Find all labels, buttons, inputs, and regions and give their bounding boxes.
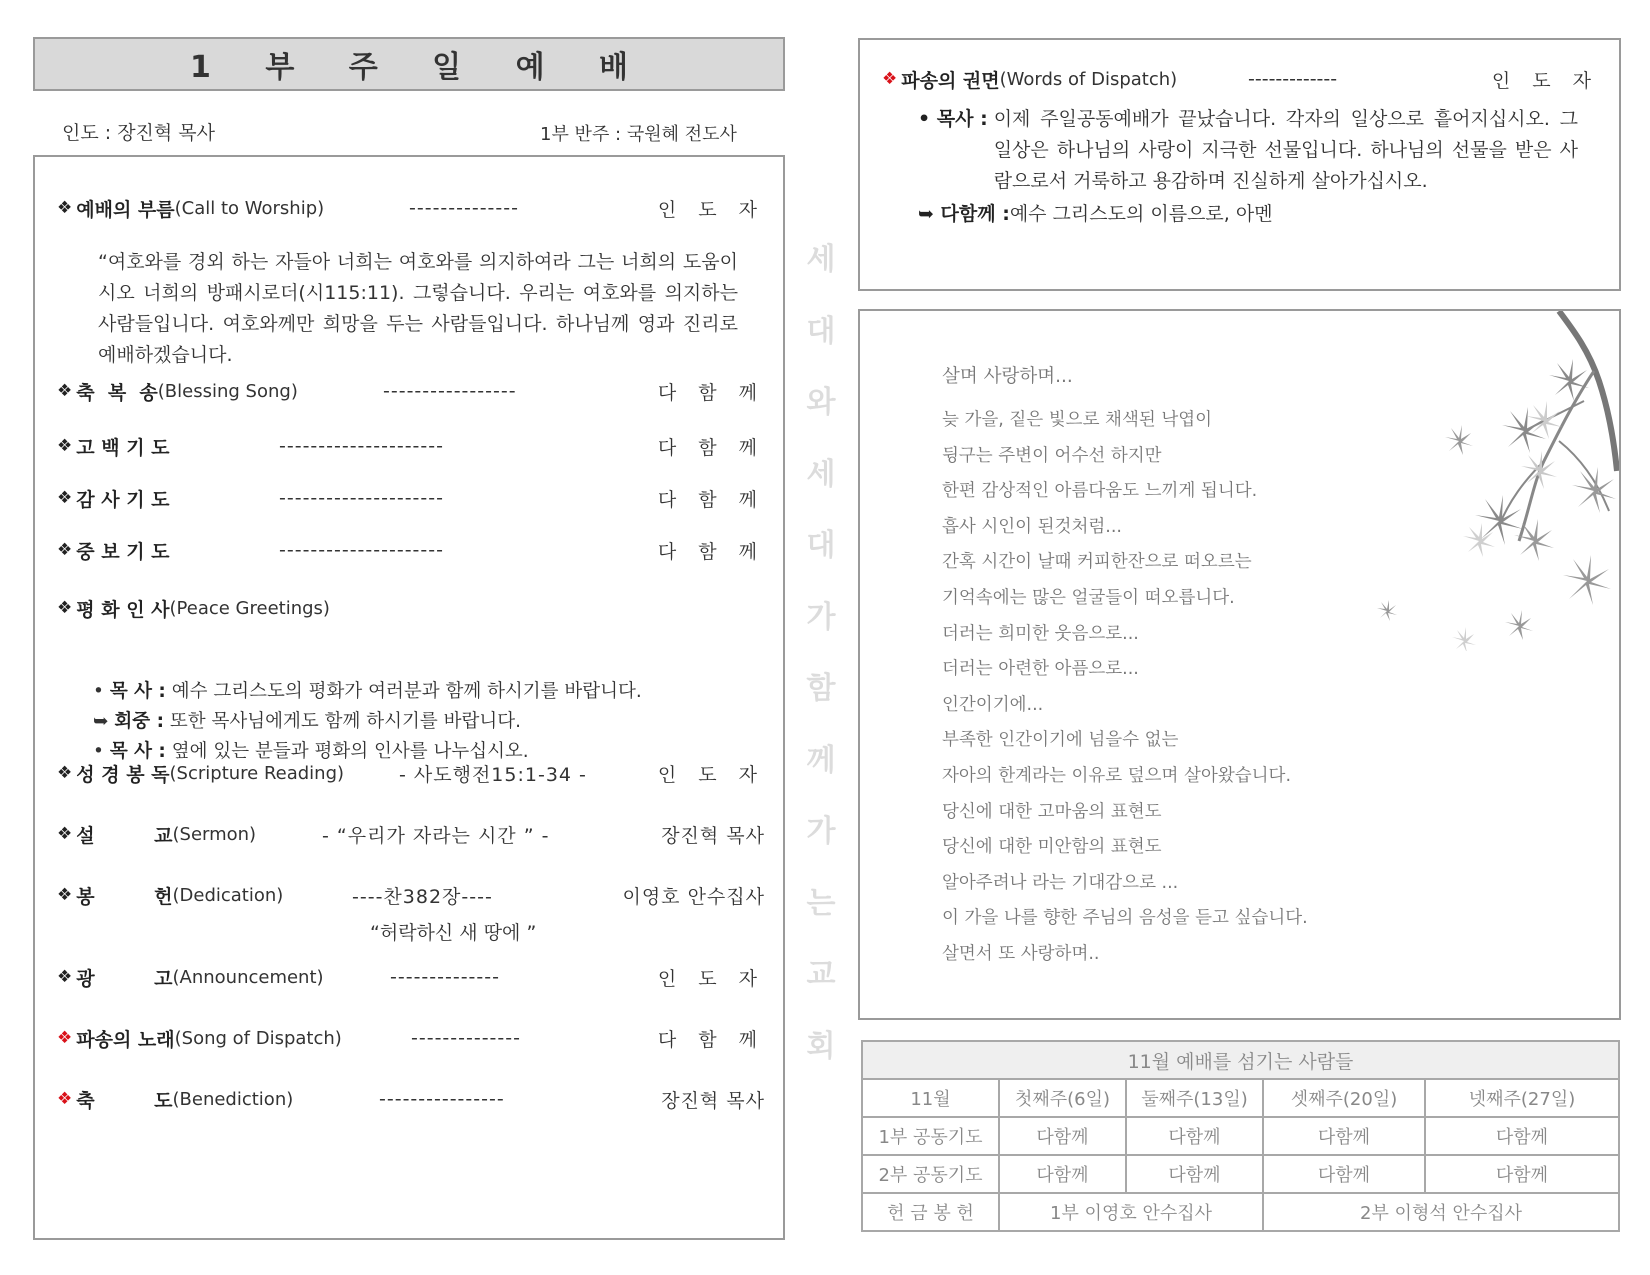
order-item-song-of-dispatch bbox=[57, 1023, 765, 1053]
item-name-ko: 중 보 기 도 bbox=[76, 540, 170, 563]
item-name-en: (Scripture Reading) bbox=[169, 762, 345, 784]
table-row bbox=[862, 1117, 1619, 1155]
table-cell: 다함께 bbox=[1263, 1155, 1425, 1193]
service-title: 1 부 주 일 예 배 bbox=[190, 50, 650, 85]
item-name-en: (Blessing Song) bbox=[157, 380, 298, 402]
column-header: 둘째주(13일) bbox=[1126, 1079, 1263, 1117]
diamond-bullet-icon: ❖ bbox=[57, 198, 73, 218]
poem-line: 한편 감상적인 아름다움도 느끼게 됩니다. bbox=[942, 481, 1258, 502]
poem-line: 당신에 대한 미안함의 표현도 bbox=[942, 837, 1162, 858]
diamond-bullet-icon: ❖ bbox=[57, 763, 73, 783]
bullet-icon: • bbox=[93, 741, 104, 762]
item-name-ko: 봉 헌 bbox=[76, 885, 173, 908]
poem-line: 부족한 인간이기에 넘을수 없는 bbox=[942, 730, 1179, 751]
speaker-label: • 목사 : bbox=[918, 108, 988, 130]
greeting-speaker: 회중 : bbox=[114, 711, 164, 732]
item-name-ko: 파송의 권면 bbox=[901, 69, 1000, 92]
item-name-en: (Song of Dispatch) bbox=[174, 1027, 342, 1049]
table-cell: 2부 이형석 안수집사 bbox=[1263, 1193, 1619, 1231]
item-name-en: (Peace Greetings) bbox=[169, 597, 330, 619]
greeting-line bbox=[93, 707, 642, 737]
item-separator: -------------- bbox=[411, 1027, 521, 1049]
greeting-text: 또한 목사님에게도 함께 하시기를 바랍니다. bbox=[164, 711, 521, 732]
diamond-bullet-icon: ❖ bbox=[57, 436, 73, 456]
greeting-text: 예수 그리스도의 평화가 여러분과 함께 하시기를 바랍니다. bbox=[165, 681, 642, 702]
order-item-blessing-song bbox=[57, 376, 765, 406]
poem-title: 살며 사랑하며... bbox=[942, 366, 1073, 387]
item-name-ko: 평 화 인 사 bbox=[76, 598, 170, 621]
diamond-bullet-icon: ❖ bbox=[57, 1089, 73, 1109]
poem-line: 간혹 시간이 날때 커피한잔으로 떠오르는 bbox=[942, 552, 1252, 573]
table-cell: 1부 이영호 안수집사 bbox=[999, 1193, 1263, 1231]
diamond-bullet-icon: ❖ bbox=[57, 598, 73, 618]
item-separator: -------------- bbox=[390, 966, 500, 988]
greeting-line bbox=[93, 677, 642, 707]
bullet-icon: • bbox=[93, 681, 104, 702]
item-leader: 장진혁 목사 bbox=[661, 824, 765, 847]
item-name-ko: 축 복 송 bbox=[76, 381, 158, 404]
greeting-text: 옆에 있는 분들과 평화의 인사를 나누십시오. bbox=[165, 741, 529, 762]
table-cell: 다함께 bbox=[999, 1117, 1126, 1155]
order-item-peace-greetings bbox=[57, 593, 765, 623]
motto-char: 대 bbox=[806, 313, 836, 349]
hymn-number: ----찬382장---- bbox=[352, 885, 493, 908]
motto-char: 와 bbox=[806, 385, 836, 420]
motto-char: 세 bbox=[806, 456, 836, 492]
order-item-scripture-reading bbox=[57, 758, 765, 788]
poem-line: 당신에 대한 고마움의 표현도 bbox=[942, 801, 1162, 822]
row-label: 1부 공동기도 bbox=[862, 1117, 999, 1155]
accompanist: 1부 반주 : 국원혜 전도사 bbox=[540, 124, 737, 145]
motto-char: 세 bbox=[806, 242, 836, 277]
item-leader: 장진혁 목사 bbox=[661, 1089, 765, 1112]
motto-char: 는 bbox=[806, 885, 836, 921]
item-name-ko: 예배의 부름 bbox=[76, 198, 175, 221]
motto-char: 교 bbox=[806, 957, 836, 992]
speaker-text: 이제 주일공동예배가 끝났습니다. 각자의 일상으로 흩어지십시오. 그 일상은 하나님의 사랑이 지극한 선물입니다. 하나님의 선물을 받은 사람으로서 거룩하고 용감하며 진실하게 살아가십시오. bbox=[993, 108, 1578, 192]
poem-line: 살면서 또 사랑하며.. bbox=[942, 943, 1100, 964]
item-leader: 다 함 께 bbox=[657, 488, 765, 511]
diamond-bullet-icon: ❖ bbox=[57, 488, 73, 508]
speaker-text: 예수 그리스도의 이름으로, 아멘 bbox=[1009, 203, 1273, 225]
words-of-dispatch-box bbox=[858, 38, 1621, 291]
table-row bbox=[862, 1079, 1619, 1117]
call-to-worship-text: “여호와를 경외 하는 자들아 너희는 여호와를 의지하여라 그는 너희의 도움이시오 너희의 방패시로더(시115:11). 그렇습니다. 우리는 여호와를 의지하는 사람들입니다. 여호와께만 희망을 두는 사람들입니다. 하나님께 영과 진리로 예배하겠습니다. bbox=[98, 251, 738, 366]
order-item-call-to-worship bbox=[57, 193, 765, 223]
item-separator: --------------------- bbox=[279, 435, 444, 457]
column-header: 넷째주(27일) bbox=[1425, 1079, 1619, 1117]
service-title-bar bbox=[33, 37, 785, 91]
poem-line: 알아주려나 라는 기대감으로 ... bbox=[942, 872, 1179, 893]
item-separator: ---------------- bbox=[379, 1088, 505, 1110]
item-name-ko: 축 도 bbox=[76, 1089, 173, 1112]
order-item-benediction bbox=[57, 1084, 765, 1114]
item-leader: 다 함 께 bbox=[657, 1028, 765, 1051]
order-item-sermon bbox=[57, 819, 765, 849]
poem-line: 더러는 희미한 웃음으로... bbox=[942, 623, 1139, 644]
poem-line: 이 가을 나를 향한 주님의 음성을 듣고 싶습니다. bbox=[942, 908, 1308, 929]
order-item-words-of-dispatch bbox=[882, 64, 1599, 94]
diamond-bullet-icon: ❖ bbox=[882, 69, 898, 89]
table-row bbox=[862, 1193, 1619, 1231]
table-cell: 다함께 bbox=[1263, 1117, 1425, 1155]
congregation-line bbox=[918, 199, 1578, 230]
diamond-bullet-icon: ❖ bbox=[57, 967, 73, 987]
item-name-ko: 파송의 노래 bbox=[76, 1028, 175, 1051]
motto-char: 대 bbox=[806, 528, 836, 563]
item-separator: ----------------- bbox=[383, 380, 517, 402]
item-leader: 인 도 자 bbox=[657, 198, 765, 221]
speaker-label: ➥ 다함께 : bbox=[918, 203, 1010, 225]
item-separator: --------------------- bbox=[279, 539, 444, 561]
greeting-speaker: 목 사 : bbox=[109, 741, 166, 762]
column-header: 셋째주(20일) bbox=[1263, 1079, 1425, 1117]
table-row bbox=[862, 1155, 1619, 1193]
column-header: 첫째주(6일) bbox=[999, 1079, 1126, 1117]
dispatch-text bbox=[918, 104, 1578, 230]
item-separator: -------------- bbox=[409, 197, 519, 219]
sermon-title: - “우리가 자라는 시간 ” - bbox=[322, 824, 550, 847]
item-name-ko: 감 사 기 도 bbox=[76, 488, 170, 511]
column-header: 11월 bbox=[862, 1079, 999, 1117]
diamond-bullet-icon: ❖ bbox=[57, 885, 73, 905]
motto-char: 함 bbox=[806, 671, 836, 706]
worship-leader: 인도 : 장진혁 목사 bbox=[62, 122, 215, 144]
item-name-en: (Words of Dispatch) bbox=[999, 68, 1178, 90]
motto-char: 께 bbox=[806, 742, 836, 778]
november-servers-table bbox=[861, 1040, 1620, 1232]
table-cell: 다함께 bbox=[999, 1155, 1126, 1193]
item-name-ko: 고 백 기 도 bbox=[76, 436, 170, 459]
maple-branch-illustration bbox=[1359, 311, 1619, 651]
table-cell: 다함께 bbox=[1425, 1155, 1619, 1193]
item-name-ko: 설 교 bbox=[76, 824, 173, 847]
item-leader: 다 함 께 bbox=[657, 436, 765, 459]
greeting-speaker: 목 사 : bbox=[109, 681, 166, 702]
poem-line: 인간이기에... bbox=[942, 694, 1044, 715]
order-item-dedication bbox=[57, 880, 765, 910]
poem-line: 뒹구는 주변이 어수선 하지만 bbox=[942, 445, 1162, 466]
item-name-en: (Dedication) bbox=[172, 884, 284, 906]
church-motto-vertical bbox=[803, 240, 839, 1098]
order-item-thanksgiving-prayer bbox=[57, 483, 765, 513]
row-label: 헌 금 봉 헌 bbox=[862, 1193, 999, 1231]
table-cell: 다함께 bbox=[1425, 1117, 1619, 1155]
scripture-reference: - 사도행전15:1-34 - bbox=[399, 763, 587, 786]
item-name-ko: 광 고 bbox=[76, 967, 173, 990]
hymn-title: “허락하신 새 땅에 ” bbox=[370, 922, 537, 944]
item-name-en: (Benediction) bbox=[172, 1088, 294, 1110]
poem bbox=[942, 361, 1308, 975]
motto-char: 가 bbox=[806, 814, 836, 849]
item-leader: 인 도 자 bbox=[1491, 69, 1599, 92]
diamond-bullet-icon: ❖ bbox=[57, 540, 73, 560]
diamond-bullet-icon: ❖ bbox=[57, 381, 73, 401]
motto-char: 회 bbox=[806, 1028, 836, 1064]
item-name-en: (Announcement) bbox=[172, 966, 324, 988]
table-header-row bbox=[862, 1041, 1619, 1079]
table-cell: 다함께 bbox=[1126, 1155, 1263, 1193]
item-leader: 인 도 자 bbox=[657, 967, 765, 990]
order-item-announcement bbox=[57, 962, 765, 992]
item-leader: 다 함 께 bbox=[657, 381, 765, 404]
diamond-bullet-icon: ❖ bbox=[57, 1028, 73, 1048]
poem-box bbox=[858, 309, 1621, 1020]
order-of-service bbox=[33, 155, 785, 1240]
poem-line: 늦 가을, 짙은 빛으로 채색된 낙엽이 bbox=[942, 410, 1213, 430]
table-title: 11월 예배를 섬기는 사람들 bbox=[862, 1041, 1619, 1079]
item-leader: 이영호 안수집사 bbox=[622, 885, 765, 908]
item-separator: ------------- bbox=[1248, 68, 1338, 90]
peace-greeting-lines bbox=[93, 677, 642, 767]
item-leader: 인 도 자 bbox=[657, 763, 765, 786]
row-label: 2부 공동기도 bbox=[862, 1155, 999, 1193]
item-name-ko: 성 경 봉 독 bbox=[76, 763, 170, 786]
motto-char: 가 bbox=[806, 599, 836, 635]
item-name-en: (Sermon) bbox=[172, 823, 257, 845]
item-separator: --------------------- bbox=[279, 487, 444, 509]
item-leader: 다 함 께 bbox=[657, 540, 765, 563]
arrow-return-icon: ➥ bbox=[93, 711, 109, 732]
poem-line: 흡사 시인이 된것처럼... bbox=[942, 516, 1122, 537]
poem-line: 더러는 아련한 아픔으로... bbox=[942, 659, 1139, 680]
order-item-confession-prayer bbox=[57, 431, 765, 461]
poem-line: 자아의 한계라는 이유로 덮으며 살아왔습니다. bbox=[942, 765, 1292, 786]
order-item-intercessory-prayer bbox=[57, 535, 765, 565]
diamond-bullet-icon: ❖ bbox=[57, 824, 73, 844]
item-name-en: (Call to Worship) bbox=[174, 197, 325, 219]
poem-line: 기억속에는 많은 얼굴들이 떠오릅니다. bbox=[942, 587, 1235, 608]
table-cell: 다함께 bbox=[1126, 1117, 1263, 1155]
pastor-line bbox=[918, 104, 1578, 197]
